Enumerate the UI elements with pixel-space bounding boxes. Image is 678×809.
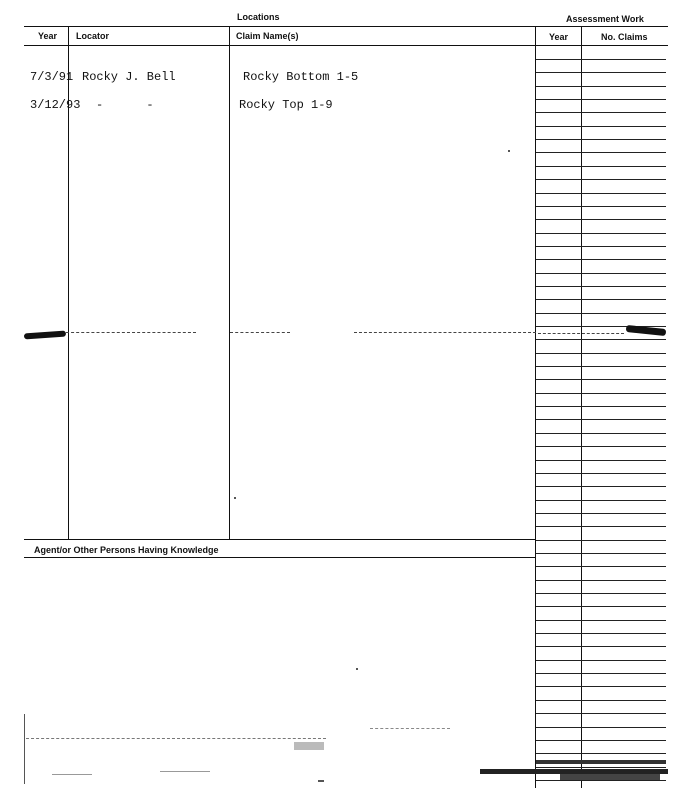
assessment-grid-row-line [536, 500, 666, 501]
assessment-grid-row-line [536, 753, 666, 754]
assessment-work-header: Assessment Work [566, 14, 644, 24]
assessment-grid-row-line [536, 460, 666, 461]
assessment-grid-row-line [536, 339, 666, 340]
assessment-grid-row-line [536, 166, 666, 167]
locations-header: Locations [237, 12, 280, 22]
assessment-grid-row-line [536, 566, 666, 567]
entry-1-claims: Rocky Bottom 1-5 [243, 70, 359, 84]
left-edge-mark [24, 714, 25, 784]
assessment-grid-row-line [536, 313, 666, 314]
agent-section-line [24, 557, 536, 558]
scan-speck-1 [294, 742, 324, 750]
scan-speck-2 [536, 760, 666, 764]
header-separator [24, 45, 668, 46]
assessment-grid-row-line [536, 780, 666, 781]
assessment-grid-row-line [536, 593, 666, 594]
assessment-grid-row-line [536, 767, 666, 768]
assessment-grid-row-line [536, 446, 666, 447]
assessment-grid-row-line [536, 353, 666, 354]
assessment-grid-row-line [536, 526, 666, 527]
scan-speck-8 [508, 150, 510, 152]
assessment-grid-row-line [536, 286, 666, 287]
fold-line-assessment [538, 333, 624, 334]
assessment-grid-row-line [536, 406, 666, 407]
assessment-grid-row-line [536, 273, 666, 274]
fold-line-right [354, 332, 536, 333]
assessment-grid-row-line [536, 86, 666, 87]
agent-section-label: Agent/or Other Persons Having Knowledge [34, 545, 219, 555]
assessment-grid-row-line [536, 713, 666, 714]
assessment-grid-row-line [536, 433, 666, 434]
assessment-grid-row-line [536, 233, 666, 234]
assessment-grid-row-line [536, 419, 666, 420]
assessment-grid-row-line [536, 259, 666, 260]
assessment-grid-row-line [536, 99, 666, 100]
assessment-grid-row-line [536, 727, 666, 728]
assessment-grid-row-line [536, 59, 666, 60]
assessment-grid-row-line [536, 299, 666, 300]
entry-1-year: 7/3/91 [30, 70, 74, 84]
year-column-header: Year [38, 31, 58, 41]
no-claims-column-header: No. Claims [601, 32, 648, 42]
entry-2-claims: Rocky Top 1-9 [239, 98, 333, 112]
fold-line-left [66, 332, 196, 333]
assessment-grid-row-line [536, 246, 666, 247]
assessment-grid-row-line [536, 486, 666, 487]
locations-bottom-line [24, 539, 536, 540]
fold-line-mid [230, 332, 290, 333]
scan-speck-9 [234, 497, 236, 499]
assessment-grid-row-line [536, 700, 666, 701]
assessment-grid-row-line [536, 366, 666, 367]
assessment-grid-row-line [536, 513, 666, 514]
assessment-grid-row-line [536, 620, 666, 621]
assessment-grid-row-line [536, 193, 666, 194]
scan-speck-7 [160, 771, 210, 772]
entry-2-locator: - - [96, 98, 154, 112]
assessment-grid-row-line [536, 219, 666, 220]
assessment-grid-row-line [536, 740, 666, 741]
assessment-grid-row-line [536, 633, 666, 634]
entry-2-year: 3/12/93 [30, 98, 81, 112]
scan-noise-line-2 [370, 728, 450, 729]
scan-speck-4 [560, 774, 660, 780]
assessment-grid-row-line [536, 540, 666, 541]
scan-speck-6 [52, 774, 92, 775]
assessment-grid-row-line [536, 72, 666, 73]
scan-noise-line-1 [26, 738, 326, 739]
assessment-grid-row-line [536, 112, 666, 113]
assessment-grid-row-line [536, 473, 666, 474]
assessment-grid-row-line [536, 660, 666, 661]
assessment-grid-row-line [536, 673, 666, 674]
assessment-grid-row-line [536, 553, 666, 554]
assessment-grid-row-line [536, 206, 666, 207]
locator-column-header: Locator [76, 31, 110, 41]
assessment-grid-row-line [536, 686, 666, 687]
assessment-grid-row-line [536, 139, 666, 140]
scan-speck-5 [318, 780, 324, 782]
assessment-grid-row-line [536, 379, 666, 380]
assessment-grid-row-line [536, 152, 666, 153]
assessment-grid-row-line [536, 580, 666, 581]
locator-claims-divider [229, 26, 230, 539]
entry-1-locator: Rocky J. Bell [82, 70, 176, 84]
top-border [24, 26, 668, 27]
assessment-grid-row-line [536, 606, 666, 607]
assessment-grid-row-line [536, 179, 666, 180]
assessment-grid-row-line [536, 646, 666, 647]
assessment-grid-row-line [536, 126, 666, 127]
assessment-grid-row-line [536, 393, 666, 394]
fold-mark-left [24, 331, 66, 340]
claim-names-column-header: Claim Name(s) [236, 31, 299, 41]
scan-speck-10 [356, 668, 358, 670]
assessment-year-column-header: Year [549, 32, 569, 42]
